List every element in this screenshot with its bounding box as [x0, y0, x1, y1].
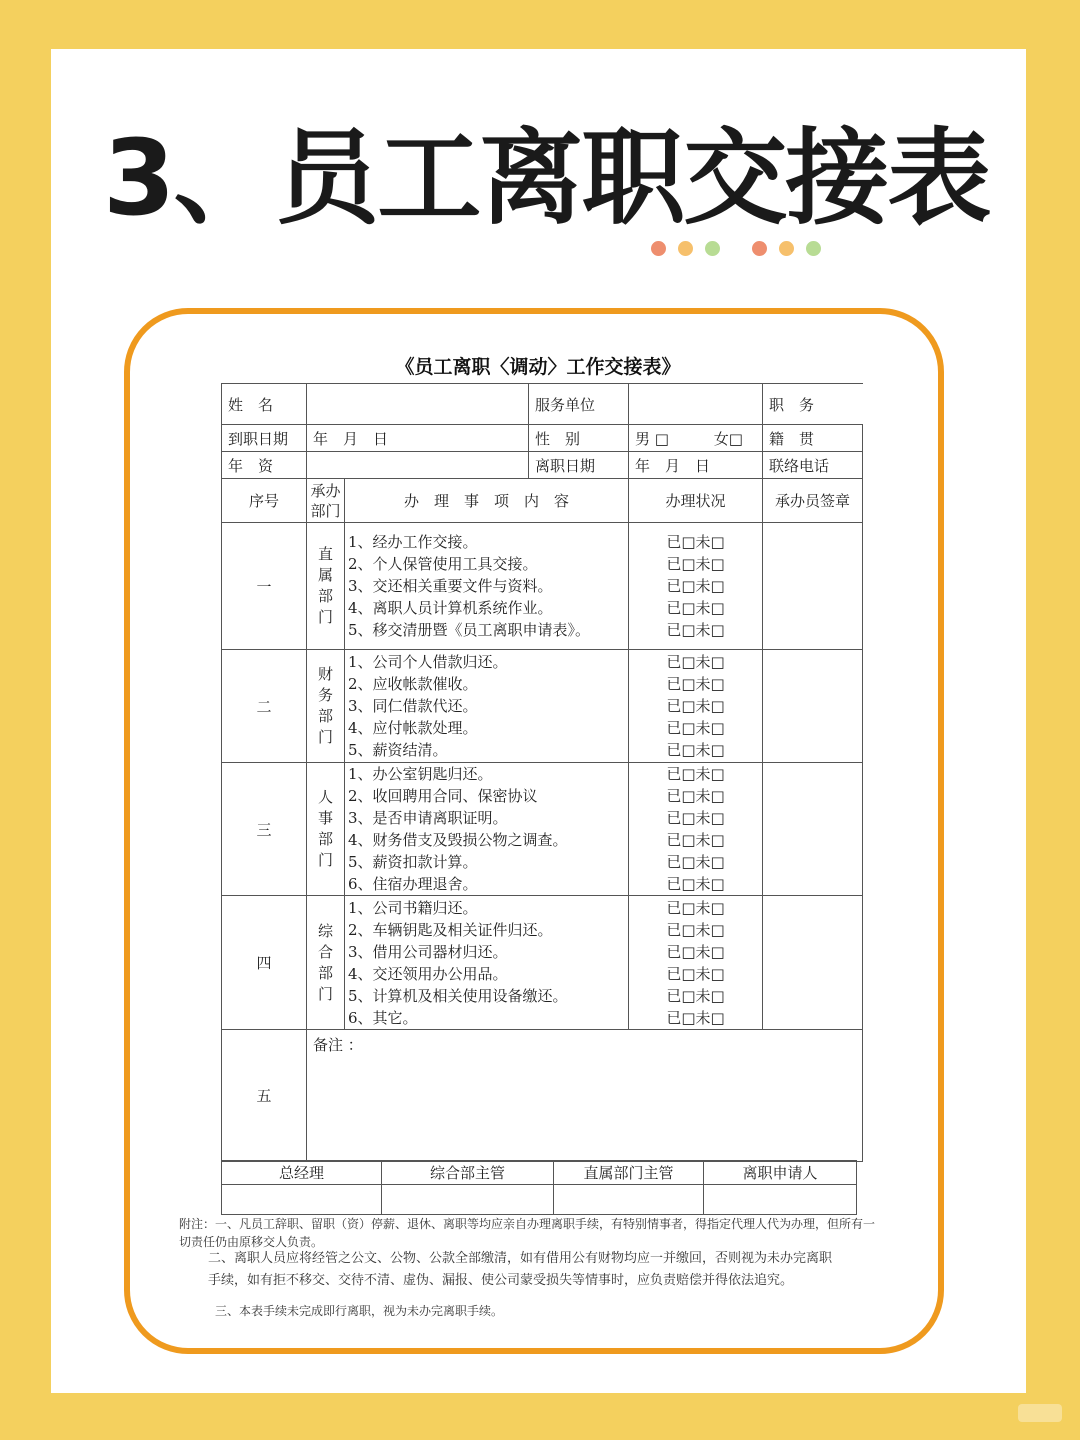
signature-label: 综合部主管	[382, 1161, 554, 1185]
item-text: 5、计算机及相关使用设备缴还。	[348, 986, 568, 1005]
watermark-mark	[1018, 1404, 1062, 1422]
status-checkbox[interactable]: 已□未□	[666, 621, 725, 639]
dept-char: 合	[317, 942, 333, 961]
item-text: 4、交还领用办公用品。	[348, 964, 508, 983]
gender-male-checkbox[interactable]: 男 □	[635, 429, 669, 448]
decor-dot	[779, 241, 794, 256]
header-content: 办 理 事 项 内 容	[345, 479, 629, 523]
status-checkbox[interactable]: 已□未□	[666, 787, 725, 805]
signature-label: 总经理	[222, 1161, 382, 1185]
dept-char: 综	[317, 921, 333, 940]
status-checkbox[interactable]: 已□未□	[666, 741, 725, 759]
phone-label: 联络电话	[763, 452, 863, 479]
dept-char: 部	[317, 707, 333, 725]
decor-dot	[651, 241, 666, 256]
header-seal: 承办员签章	[763, 479, 863, 523]
dept-char: 人	[317, 788, 333, 806]
status-checkbox[interactable]: 已□未□	[666, 555, 725, 573]
seal-field[interactable]	[763, 523, 863, 650]
name-label: 姓 名	[222, 384, 307, 425]
seniority-field[interactable]	[307, 452, 529, 479]
seal-field[interactable]	[763, 650, 863, 763]
decor-dot	[705, 241, 720, 256]
status-checkbox[interactable]: 已□未□	[666, 942, 725, 961]
dept-char: 门	[317, 984, 333, 1003]
seal-field[interactable]	[763, 763, 863, 896]
item-text: 3、借用公司器材归还。	[348, 942, 508, 961]
dept-char: 门	[317, 608, 333, 626]
status-checkbox[interactable]: 已□未□	[666, 599, 725, 617]
item-text: 4、离职人员计算机系统作业。	[348, 599, 553, 617]
header-status: 办理状况	[629, 479, 763, 523]
decor-dots-right	[752, 241, 833, 257]
signature-label: 离职申请人	[704, 1161, 857, 1185]
signature-field[interactable]	[382, 1185, 554, 1215]
dept-char: 门	[317, 728, 333, 746]
item-text: 5、移交清册暨《员工离职申请表》。	[348, 621, 591, 639]
item-text: 4、应付帐款处理。	[348, 719, 478, 737]
dept-char: 门	[317, 851, 333, 869]
item-text: 2、个人保管使用工具交接。	[348, 555, 538, 573]
dept-char: 部	[317, 963, 333, 982]
hire-date-label: 到职日期	[222, 425, 307, 452]
position-label: 职 务	[763, 384, 863, 425]
section-dept	[307, 650, 345, 763]
status-checkbox[interactable]: 已□未□	[666, 898, 725, 917]
item-text: 1、公司个人借款归还。	[348, 653, 508, 671]
status-checkbox[interactable]: 已□未□	[666, 653, 725, 671]
dept-char: 直	[317, 545, 333, 563]
seniority-label: 年 资	[222, 452, 307, 479]
section-status	[629, 896, 763, 1030]
dept-char: 属	[317, 566, 333, 584]
section-row	[222, 650, 863, 763]
dept-char: 部	[317, 830, 333, 848]
section-number: 三	[222, 763, 307, 896]
note-line: 切责任仍由原移交人负责。	[179, 1235, 324, 1249]
section-number: 一	[222, 523, 307, 650]
unit-field[interactable]	[629, 384, 763, 425]
note-line: 三、本表手续未完成即行离职，视为未办完离职手续。	[215, 1304, 504, 1318]
seal-field[interactable]	[763, 896, 863, 1030]
status-checkbox[interactable]: 已□未□	[666, 675, 725, 693]
section-items	[345, 523, 629, 650]
status-checkbox[interactable]: 已□未□	[666, 853, 725, 871]
item-text: 4、财务借支及毁损公物之调查。	[348, 831, 568, 849]
signature-field[interactable]	[554, 1185, 704, 1215]
item-text: 3、交还相关重要文件与资料。	[348, 577, 553, 595]
section-number: 四	[222, 896, 307, 1030]
item-text: 3、同仁借款代还。	[348, 697, 478, 715]
item-text: 1、公司书籍归还。	[348, 898, 478, 917]
native-place-label: 籍 贯	[763, 425, 863, 452]
unit-label: 服务单位	[529, 384, 629, 425]
decor-dot	[678, 241, 693, 256]
status-checkbox[interactable]: 已□未□	[666, 765, 725, 783]
status-checkbox[interactable]: 已□未□	[666, 809, 725, 827]
status-checkbox[interactable]: 已□未□	[666, 964, 725, 983]
header-no: 序号	[222, 479, 307, 523]
section-items	[345, 763, 629, 896]
section-dept	[307, 896, 345, 1030]
decor-dot	[806, 241, 821, 256]
status-checkbox[interactable]: 已□未□	[666, 577, 725, 595]
item-text: 1、经办工作交接。	[348, 533, 478, 551]
remarks-no: 五	[222, 1030, 307, 1162]
status-checkbox[interactable]: 已□未□	[666, 1008, 725, 1027]
page-heading: 3、员工离职交接表	[103, 117, 990, 239]
item-text: 2、收回聘用合同、保密协议	[348, 787, 538, 805]
note-line: 附注：一、凡员工辞职、留职（资）停薪、退休、离职等均应亲自办理离职手续，有特别情事者，得指定代理人代为办理，但所有一	[179, 1217, 876, 1231]
status-checkbox[interactable]: 已□未□	[666, 920, 725, 939]
signature-label: 直属部门主管	[554, 1161, 704, 1185]
dept-char: 事	[317, 809, 333, 827]
status-checkbox[interactable]: 已□未□	[666, 875, 725, 893]
dept-char: 财	[317, 665, 333, 683]
status-checkbox[interactable]: 已□未□	[666, 986, 725, 1005]
section-row	[222, 896, 863, 1030]
gender-label: 性 别	[529, 425, 629, 452]
dept-char: 部	[317, 587, 333, 605]
name-field[interactable]	[307, 384, 529, 425]
section-items	[345, 896, 629, 1030]
remarks-field[interactable]: 备注 ：	[307, 1030, 863, 1162]
form-title: 《员工离职〈调动〉工作交接表》	[395, 356, 681, 378]
item-text: 1、办公室钥匙归还。	[348, 765, 493, 783]
leave-date-label: 离职日期	[529, 452, 629, 479]
section-row	[222, 763, 863, 896]
item-text: 3、是否申请离职证明。	[348, 809, 508, 827]
gender-female-checkbox[interactable]: 女□	[713, 429, 743, 448]
item-text: 5、薪资扣款计算。	[348, 853, 478, 871]
status-checkbox[interactable]: 已□未□	[666, 719, 725, 737]
item-text: 6、其它。	[348, 1008, 418, 1027]
header-dept: 承办部门	[307, 479, 345, 523]
handover-table	[221, 383, 863, 1162]
item-text: 2、应收帐款催收。	[348, 675, 478, 693]
section-row	[222, 523, 863, 650]
hire-date-field[interactable]: 年 月 日	[307, 425, 529, 452]
signature-field[interactable]	[222, 1185, 382, 1215]
section-dept	[307, 763, 345, 896]
leave-date-field[interactable]: 年 月 日	[629, 452, 763, 479]
section-items	[345, 650, 629, 763]
note-line: 二、离职人员应将经管之公文、公物、公款全部缴清，如有借用公有财物均应一并缴回，否则视为未办完离职	[208, 1251, 833, 1266]
signature-table	[221, 1160, 857, 1215]
section-status	[629, 650, 763, 763]
signature-field[interactable]	[704, 1185, 857, 1215]
section-status	[629, 523, 763, 650]
note-line: 手续，如有拒不移交、交待不清、虚伪、漏报、使公司蒙受损失等情事时，应负责赔偿并得依法追究。	[208, 1273, 794, 1288]
decor-dots-left	[651, 241, 732, 257]
section-status	[629, 763, 763, 896]
gender-field[interactable]	[629, 425, 763, 452]
item-text: 5、薪资结清。	[348, 741, 448, 759]
status-checkbox[interactable]: 已□未□	[666, 533, 725, 551]
section-number: 二	[222, 650, 307, 763]
item-text: 2、车辆钥匙及相关证件归还。	[348, 920, 553, 939]
decor-dot	[752, 241, 767, 256]
status-checkbox[interactable]: 已□未□	[666, 697, 725, 715]
dept-char: 务	[317, 686, 333, 704]
status-checkbox[interactable]: 已□未□	[666, 831, 725, 849]
item-text: 6、住宿办理退舍。	[348, 875, 478, 893]
section-dept	[307, 523, 345, 650]
